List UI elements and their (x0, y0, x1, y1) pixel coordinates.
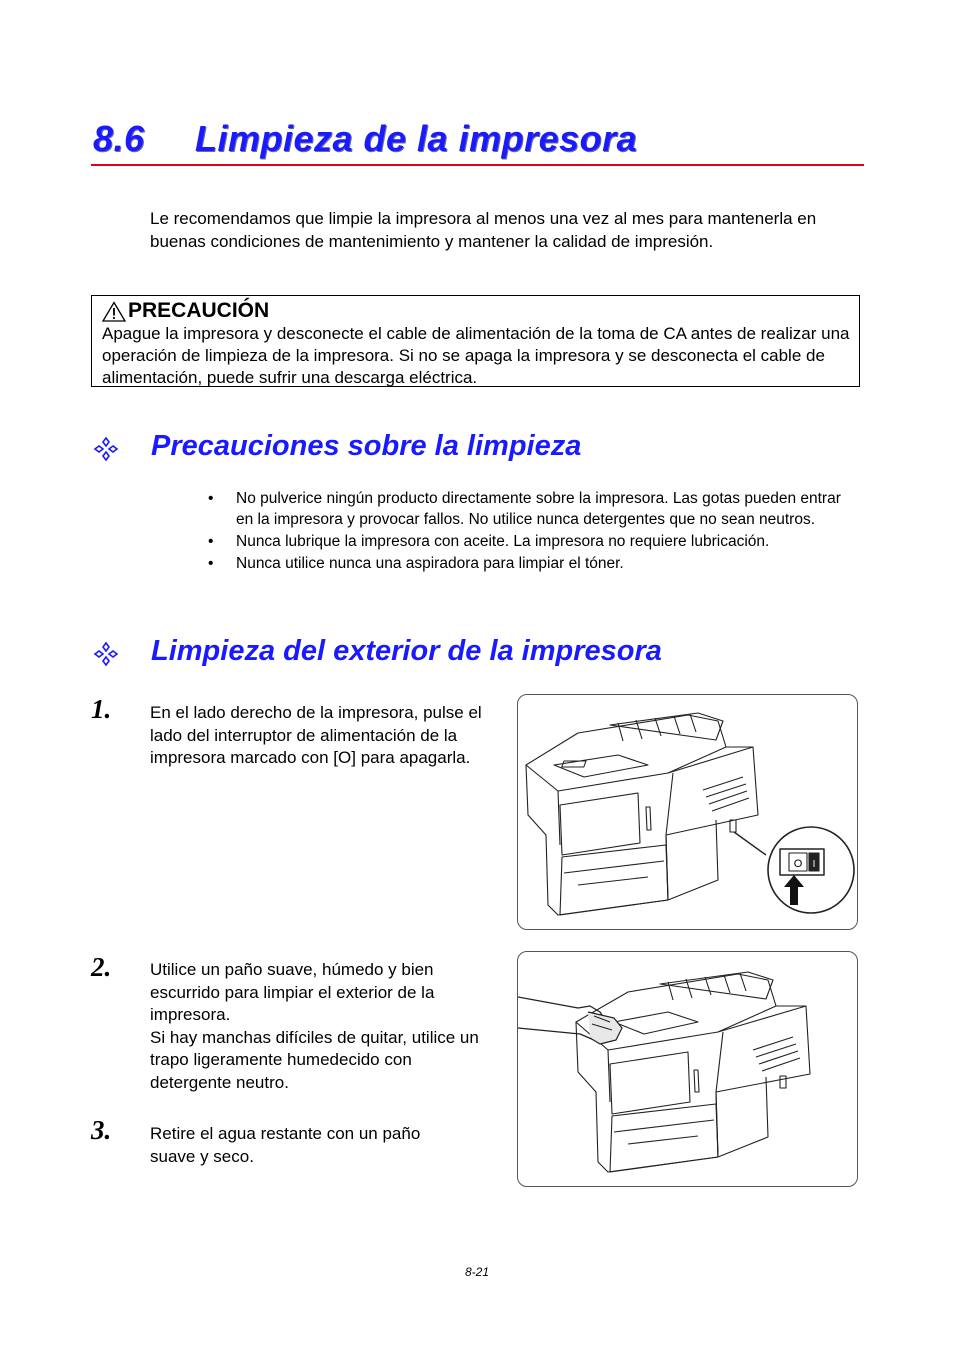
printer-illustration (518, 952, 858, 1187)
exterior-heading-icon-wrap (93, 641, 119, 672)
diamond-bullet-icon (93, 436, 119, 462)
step-text-2 (150, 959, 490, 1094)
step-text-1: En el lado derecho de la impresora, pulse el lado del interruptor de alimentación de la impresora marcado con [O] para apagarla. (150, 703, 482, 767)
caution-text: Apague la impresora y desconecte el cable de alimentación de la toma de CA antes de realizar una operación de limpieza de la impresora. Si no se apaga la impresora y se desconecta el cable de alimentación, puede sufrir una descarga eléctrica. (102, 324, 850, 387)
printer-power-switch-illustration (517, 694, 858, 930)
warning-triangle-icon (102, 301, 126, 322)
page-title (93, 118, 637, 160)
diamond-bullet-icon (93, 641, 119, 667)
step-number-1: 1. (91, 694, 112, 724)
step-number-3: 3. (91, 1115, 112, 1145)
precautions-heading-icon-wrap (93, 436, 119, 467)
list-item: • No pulverice ningún producto directamente sobre la impresora. Las gotas pueden entrar en la impresora y provocar fallos. No utilice nunca detergentes que no sean neutros. (208, 488, 848, 530)
list-item: • Nunca utilice nunca una aspiradora para limpiar el tóner. (208, 553, 848, 574)
exterior-heading: Limpieza del exterior de la impresora (151, 635, 662, 667)
step-text-2-line-1: Utilice un paño suave, húmedo y bien escurrido para limpiar el exterior de la impresora. (150, 960, 435, 1024)
precautions-list (208, 488, 848, 575)
precautions-heading: Precauciones sobre la limpieza (151, 430, 582, 462)
list-item: • Nunca lubrique la impresora con aceite. La impresora no requiere lubricación. (208, 531, 848, 552)
step-text-2-line-2: Si hay manchas difíciles de quitar, utilice un trapo ligeramente humedecido con detergente neutro. (150, 1027, 479, 1092)
page-number: 8-21 (464, 1265, 490, 1279)
caution-box (91, 295, 860, 387)
step-text-3: Retire el agua restante con un paño suave y seco. (150, 1124, 421, 1166)
switch-off-label: O (793, 858, 803, 870)
caution-heading (102, 299, 269, 323)
title-divider (91, 164, 864, 166)
step-number-2: 2. (91, 952, 112, 982)
caution-title: PRECAUCIÓN (128, 299, 270, 322)
section-number: 8.6 (93, 118, 145, 159)
section-title: Limpieza de la impresora (195, 118, 638, 159)
printer-wiping-illustration (517, 951, 858, 1187)
printer-illustration (518, 695, 858, 930)
switch-on-label: I (812, 859, 816, 870)
intro-paragraph: Le recomendamos que limpie la impresora al menos una vez al mes para mantenerla en buenas condiciones de mantenimiento y mantener la calidad de impresión. (150, 209, 817, 251)
